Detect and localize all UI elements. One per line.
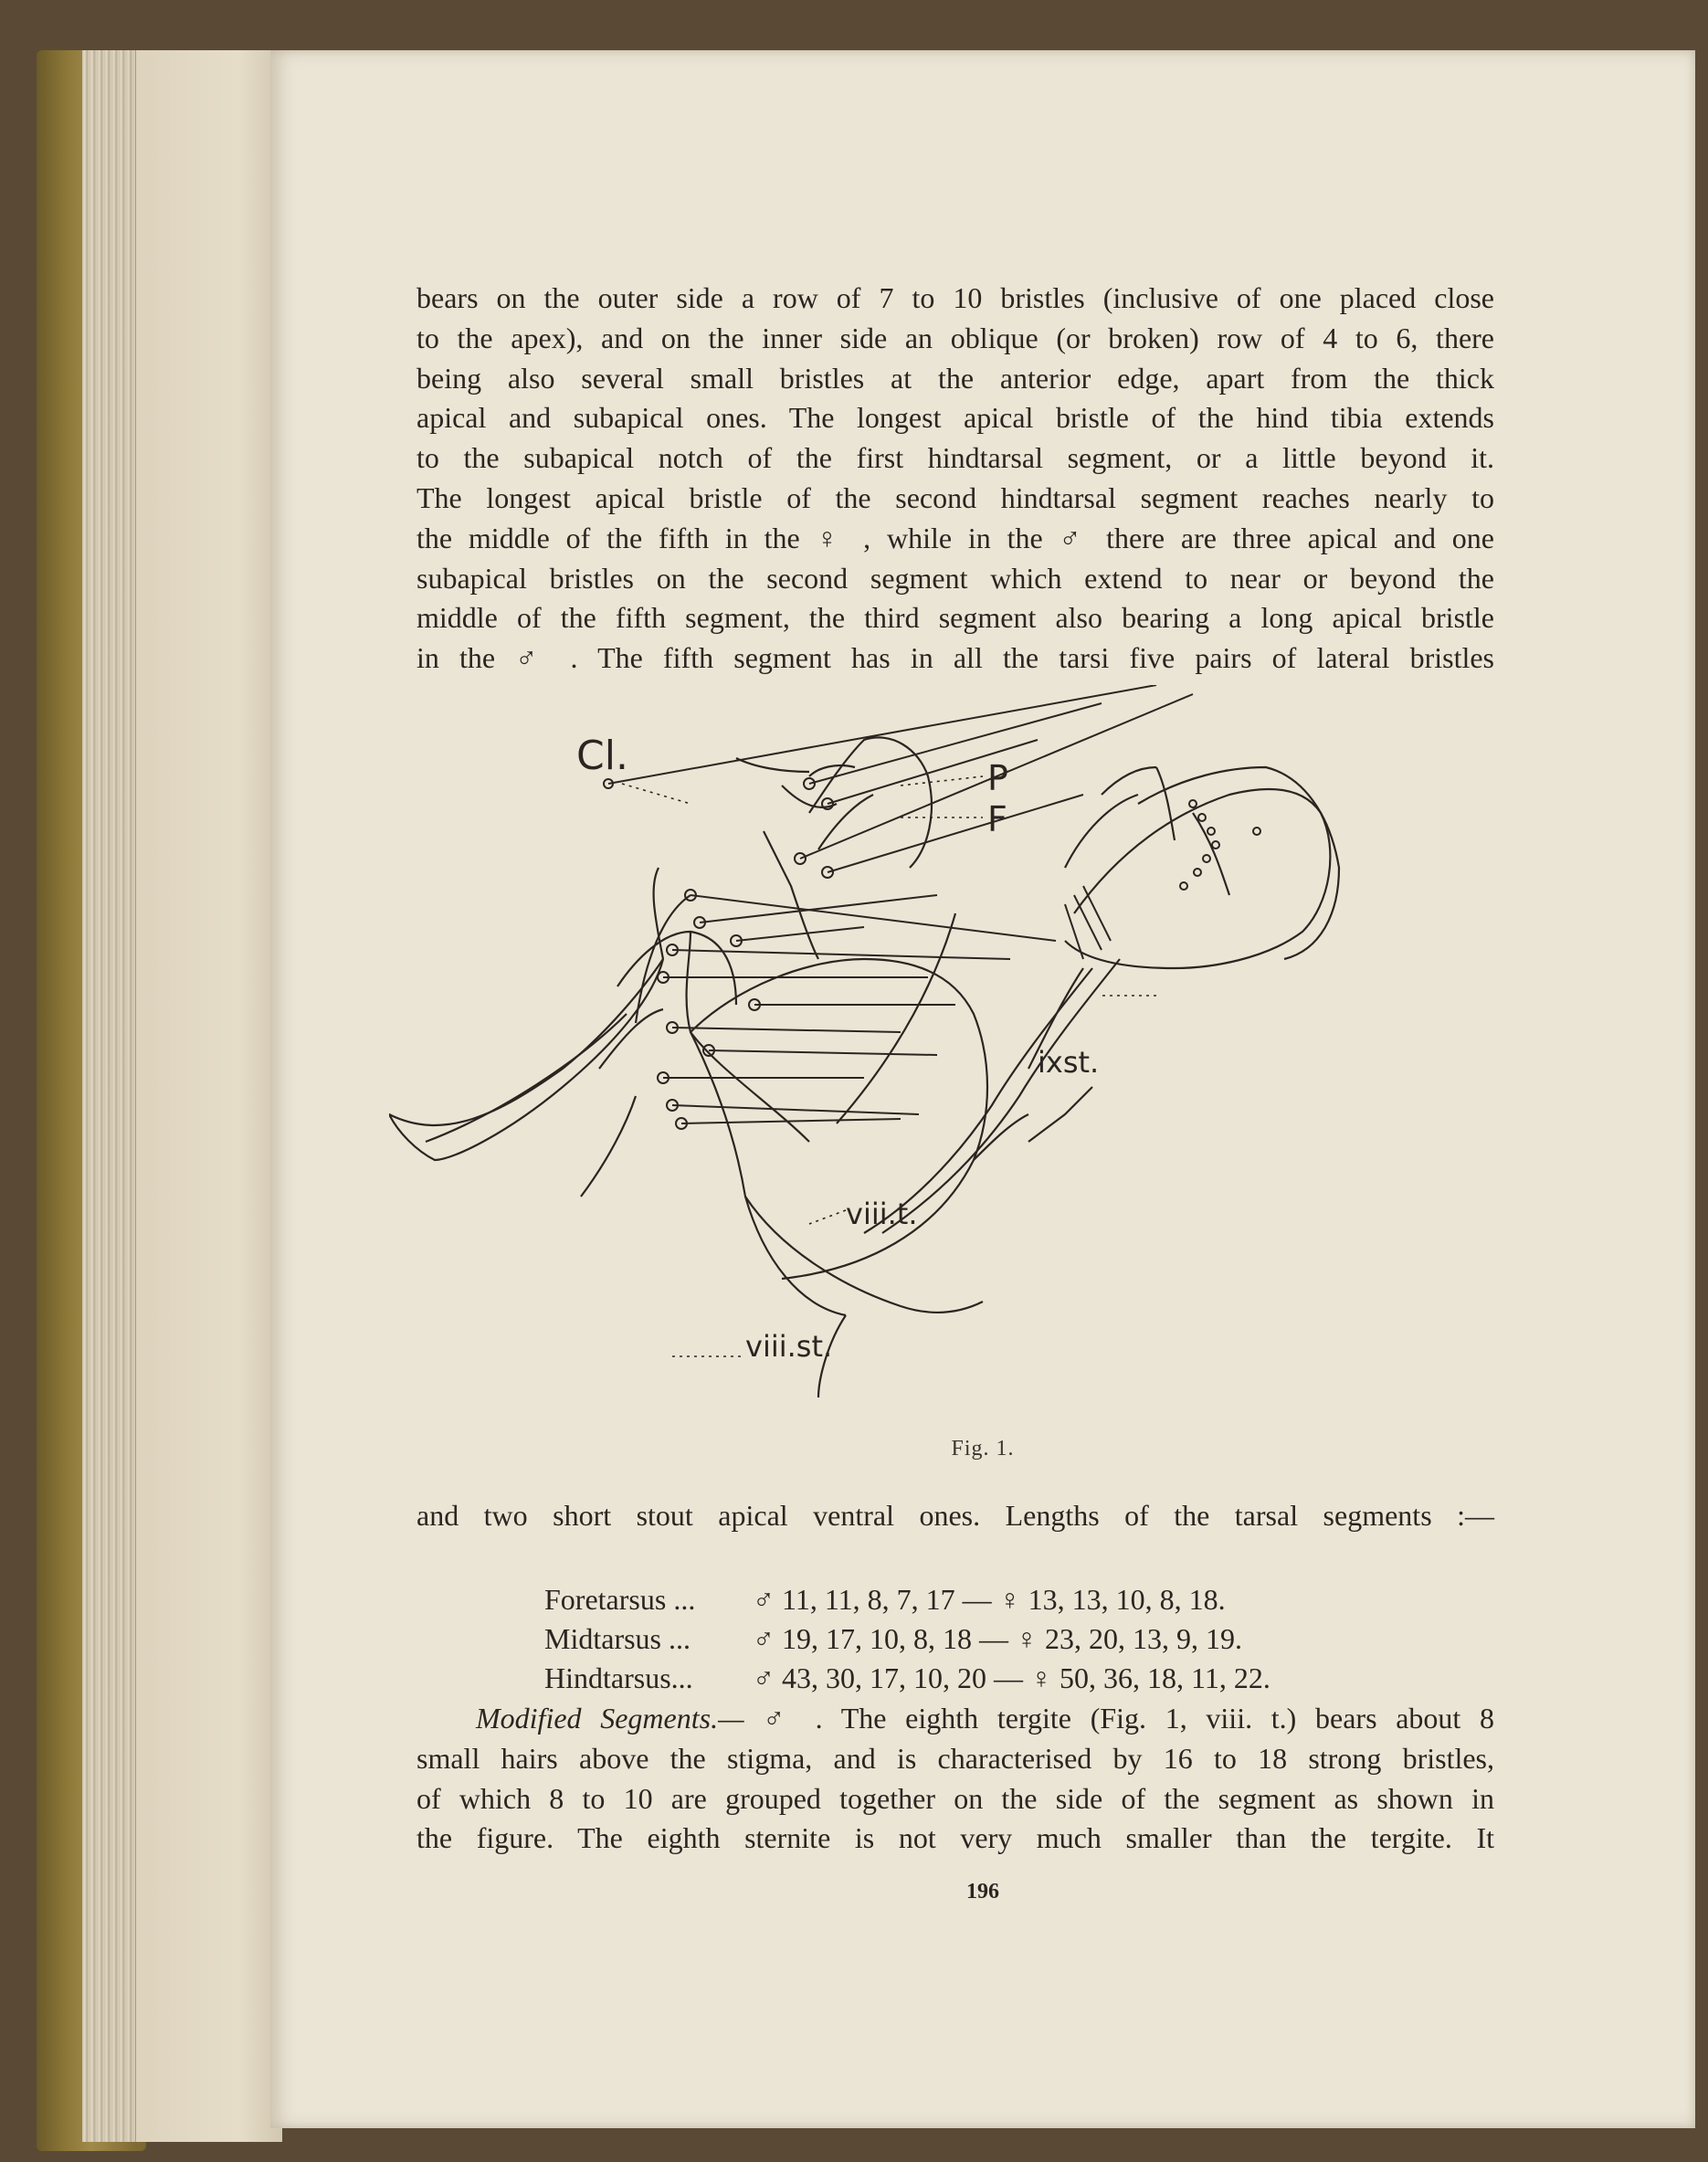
figure-1-drawing — [389, 685, 1531, 1489]
text-line: bears on the outer side a row of 7 to 10 bristles (inclusive of one placed close — [416, 281, 1494, 314]
table-row — [544, 1580, 1270, 1619]
label-p: P — [987, 758, 1008, 798]
text-line: and two short stout apical ventral ones. Lengths of the tarsal segments :— — [416, 1499, 1494, 1532]
tarsus-values: ♂ 19, 17, 10, 8, 18 — ♀ 23, 20, 13, 9, 19. — [753, 1622, 1242, 1655]
label-viiit: viii.t. — [846, 1197, 918, 1231]
text-line: of which 8 to 10 are grouped together on the side of the segment as shown in — [416, 1781, 1494, 1815]
modified-segments-paragraph — [416, 1699, 1494, 1859]
text-line: to the subapical notch of the first hindtarsal segment, or a little beyond it. — [416, 441, 1494, 475]
label-cl: Cl. — [576, 733, 628, 779]
text-line: being also several small bristles at the anterior edge, apart from the thick — [416, 361, 1494, 395]
text-line: middle of the fifth segment, the third segment also bearing a long apical bristle — [416, 601, 1494, 635]
text-line: small hairs above the stigma, and is characterised by 16 to 18 strong bristles, — [416, 1741, 1494, 1775]
table-row — [544, 1619, 1270, 1659]
text-line: The longest apical bristle of the second hindtarsal segment reaches nearly to — [416, 480, 1494, 514]
bottom-first-line — [416, 1496, 1494, 1536]
tarsus-values: ♂ 43, 30, 17, 10, 20 — ♀ 50, 36, 18, 11, 22. — [753, 1661, 1270, 1694]
tarsus-values: ♂ 11, 11, 8, 7, 17 — ♀ 13, 13, 10, 8, 18. — [753, 1583, 1226, 1616]
left-leaf — [135, 50, 282, 2142]
page-number: 196 — [966, 1880, 999, 1904]
label-viiist: viii.st. — [745, 1329, 833, 1364]
tarsus-name: Foretarsus ... — [544, 1583, 696, 1616]
text-line: apical and subapical ones. The longest apical bristle of the hind tibia extends — [416, 401, 1494, 435]
table-row — [544, 1659, 1270, 1698]
label-ixst: ixst. — [1038, 1045, 1100, 1080]
modified-heading: Modified Segments.— — [476, 1702, 744, 1735]
top-paragraph — [416, 279, 1494, 679]
text-line — [416, 1699, 1494, 1739]
figure-caption: Fig. 1. — [951, 1437, 1015, 1461]
text-line: in the ♂ . The fifth segment has in all the tarsi five pairs of lateral bristles — [416, 641, 1494, 675]
tarsus-name: Midtarsus ... — [544, 1622, 691, 1655]
label-f: F — [987, 799, 1007, 839]
text-line: the middle of the fifth in the ♀ , while in the ♂ there are three apical and one — [416, 521, 1494, 554]
text-line: subapical bristles on the second segment which extend to near or beyond the — [416, 561, 1494, 595]
modified-first-rest: ♂ . The eighth tergite (Fig. 1, viii. t.) bears about 8 — [743, 1702, 1495, 1735]
text-line: the figure. The eighth sternite is not very much smaller than the tergite. It — [416, 1821, 1494, 1855]
tarsus-name: Hindtarsus... — [544, 1661, 693, 1694]
book-page — [270, 50, 1695, 2128]
tarsal-lengths-table — [544, 1580, 1270, 1698]
text-line: to the apex), and on the inner side an oblique (or broken) row of 4 to 6, there — [416, 321, 1494, 354]
